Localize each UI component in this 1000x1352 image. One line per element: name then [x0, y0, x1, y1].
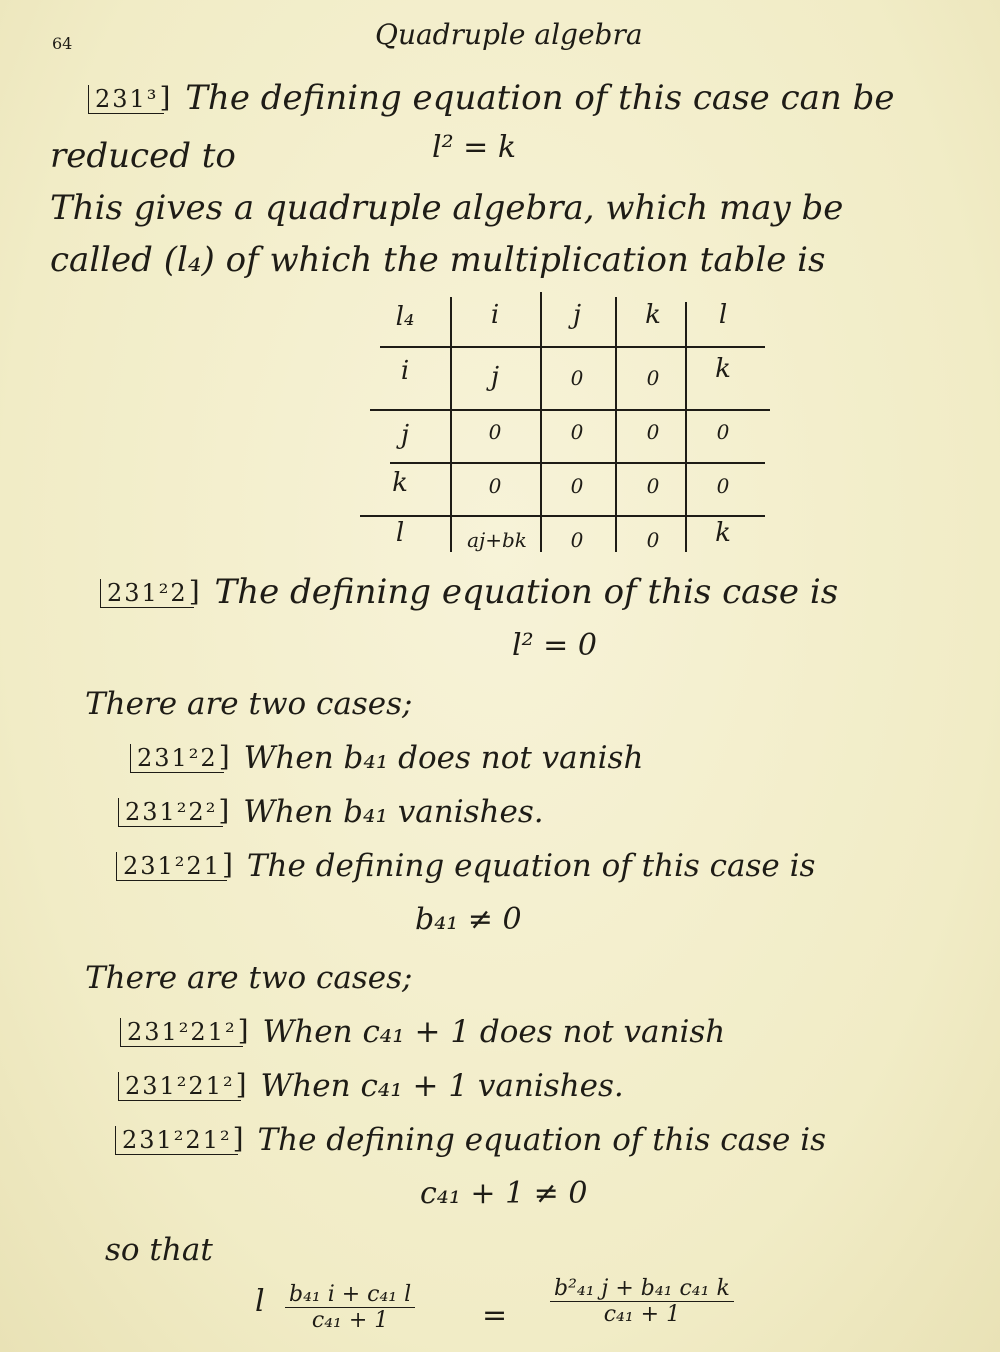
row-header: l [395, 518, 405, 548]
equation: c₄₁ + 1 ≠ 0 [420, 1176, 588, 1211]
case-line [115, 1122, 826, 1158]
body-text: When b₄₁ vanishes. [243, 794, 544, 830]
lhs-fraction [285, 1282, 415, 1333]
table-cell: 0 [716, 420, 730, 444]
table-cell: 0 [488, 474, 502, 498]
col-header: j [572, 300, 582, 330]
body-text: There are two cases; [85, 686, 413, 722]
equation: l² = 0 [512, 628, 597, 663]
section-label: 231²21² ] [120, 1018, 243, 1047]
row-header: k [392, 468, 408, 498]
fraction-numerator: b₄₁ i + c₄₁ l [285, 1282, 415, 1308]
case-line [116, 848, 815, 884]
row-header: j [400, 420, 410, 450]
col-header: l [718, 300, 728, 330]
multiplication-table [360, 292, 770, 557]
body-text: When c₄₁ + 1 does not vanish [262, 1014, 726, 1050]
case-line [118, 794, 544, 830]
body-text: reduced to [50, 136, 236, 176]
body-text: The defining equation of this case is [257, 1122, 827, 1158]
table-cell: 0 [488, 420, 502, 444]
case-line [120, 1014, 725, 1050]
equation-l: l [255, 1284, 265, 1319]
table-cell: 0 [646, 366, 660, 390]
table-cell: 0 [570, 420, 584, 444]
body-text: The defining equation of this case is [214, 572, 839, 612]
table-corner: l₄ [395, 302, 415, 332]
equation: b₄₁ ≠ 0 [415, 902, 522, 937]
table-cell: 0 [570, 528, 584, 552]
equals-sign: = [482, 1298, 508, 1333]
equation: l² = k [432, 130, 517, 165]
fraction-numerator: b²₄₁ j + b₄₁ c₄₁ k [550, 1276, 734, 1302]
section-label: 231²21² ] [118, 1072, 241, 1101]
table-cell: k [715, 354, 731, 384]
rhs-fraction [550, 1276, 734, 1327]
section-label: 231²2² ] [118, 798, 223, 827]
table-cell: 0 [570, 474, 584, 498]
table-cell: 0 [646, 528, 660, 552]
body-text: There are two cases; [85, 960, 413, 996]
row-header: i [400, 356, 410, 386]
table-cell: aj+bk [467, 528, 527, 552]
body-text: so that [105, 1232, 213, 1268]
body-text: When b₄₁ does not vanish [243, 740, 644, 776]
case-line [130, 740, 643, 776]
fraction-denominator: c₄₁ + 1 [311, 1308, 389, 1333]
fraction-denominator: c₄₁ + 1 [603, 1302, 681, 1327]
table-cell: 0 [646, 474, 660, 498]
body-text: The defining equation of this case is [246, 848, 816, 884]
page-title: Quadruple algebra [375, 18, 643, 51]
section-label: 231²21² ] [115, 1126, 238, 1155]
col-header: k [645, 300, 661, 330]
table-cell: 0 [716, 474, 730, 498]
page-number: 64 [52, 34, 73, 53]
section-label: 231²2 ] [100, 579, 194, 608]
body-text: When c₄₁ + 1 vanishes. [260, 1068, 624, 1104]
section-label: 231²2 ] [130, 744, 224, 773]
section-label: 231³ ] [88, 85, 164, 114]
section-label: 231²21 ] [116, 852, 227, 881]
col-header: i [490, 300, 500, 330]
body-text: This gives a quadruple algebra, which may be [50, 188, 844, 228]
table-cell: 0 [646, 420, 660, 444]
case-line [118, 1068, 624, 1104]
section-2-line [100, 572, 838, 612]
body-text: The defining equation of this case can be [185, 78, 895, 118]
table-cell: 0 [570, 366, 584, 390]
table-cell: k [715, 518, 731, 548]
table-cell: j [490, 362, 500, 392]
body-text: called (l₄) of which the multiplication table is [50, 240, 826, 280]
section-1-line [88, 78, 894, 118]
